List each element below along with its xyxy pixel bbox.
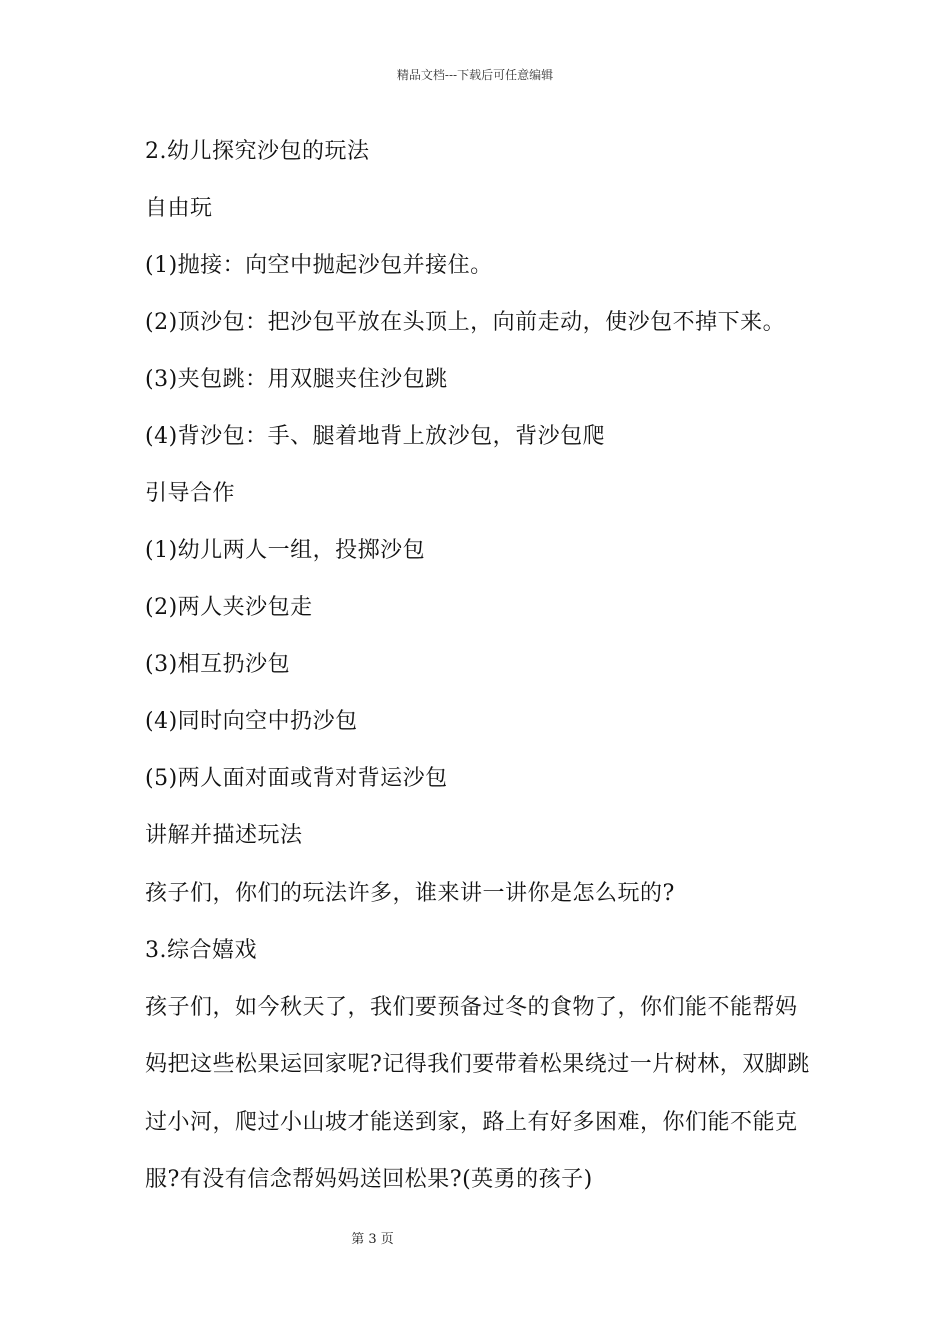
list-item: (4)同时向空中扔沙包	[145, 709, 358, 734]
list-item: (5)两人面对面或背对背运沙包	[145, 766, 448, 791]
subheading: 引导合作	[145, 481, 236, 506]
list-item: (1)幼儿两人一组，投掷沙包	[145, 538, 426, 563]
page-number: 第 3 页	[351, 1232, 394, 1247]
section-heading: 3.综合嬉戏	[145, 938, 257, 963]
list-item: (3)夹包跳：用双腿夹住沙包跳	[145, 367, 448, 392]
paragraph: 孩子们，你们的玩法许多，谁来讲一讲你是怎么玩的?	[145, 881, 675, 906]
list-item: (3)相互扔沙包	[145, 652, 291, 677]
list-item: (2)顶沙包：把沙包平放在头顶上，向前走动，使沙包不掉下来。	[145, 310, 786, 335]
section-heading: 2.幼儿探究沙包的玩法	[145, 139, 370, 164]
subheading: 自由玩	[145, 196, 213, 221]
paragraph-line: 妈把这些松果运回家呢?记得我们要带着松果绕过一片树林，双脚跳	[145, 1052, 810, 1077]
paragraph-line: 服?有没有信念帮妈妈送回松果?(英勇的孩子)	[145, 1167, 593, 1192]
subheading: 讲解并描述玩法	[145, 823, 303, 848]
paragraph-line: 孩子们，如今秋天了，我们要预备过冬的食物了，你们能不能帮妈	[145, 995, 798, 1020]
paragraph-line: 过小河，爬过小山坡才能送到家，路上有好多困难，你们能不能克	[145, 1110, 798, 1135]
page-header: 精品文档---下载后可任意编辑	[396, 68, 554, 82]
list-item: (4)背沙包：手、腿着地背上放沙包，背沙包爬	[145, 424, 606, 449]
list-item: (2)两人夹沙包走	[145, 595, 313, 620]
list-item: (1)抛接：向空中抛起沙包并接住。	[145, 253, 493, 278]
